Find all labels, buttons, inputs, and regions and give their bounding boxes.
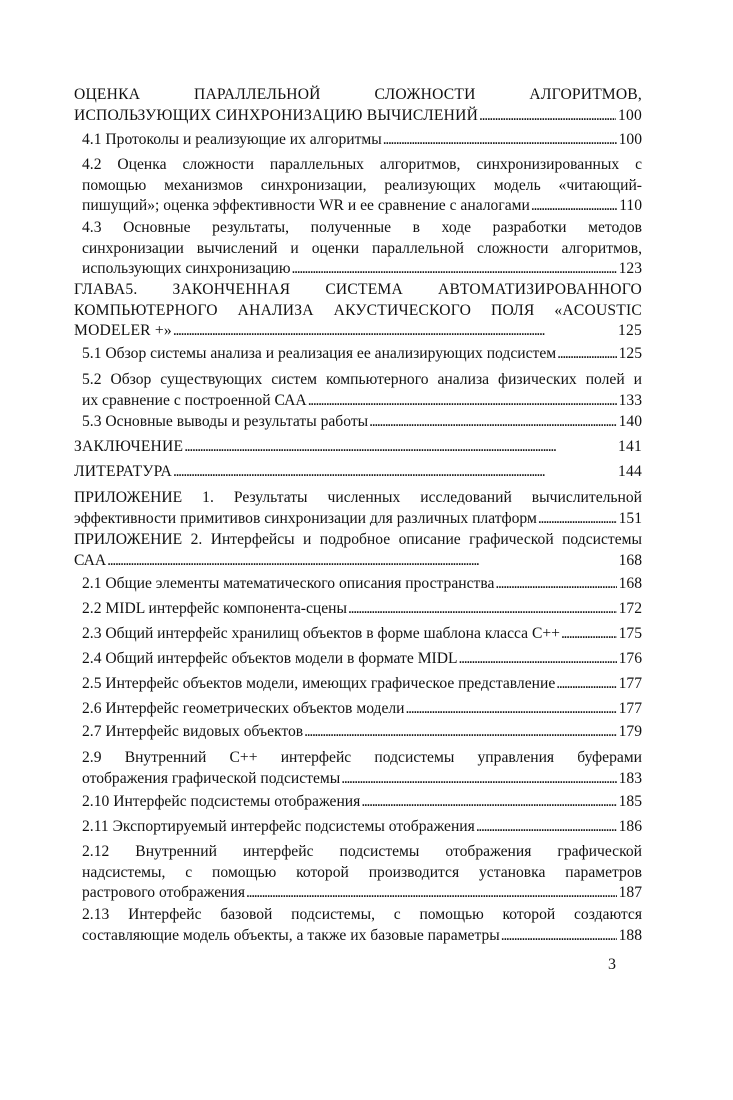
toc-entry-text: 2.4 Общий интерфейс объектов модели в формате MIDL [82, 650, 458, 667]
toc-entry-last-line [82, 130, 642, 151]
toc-entry[interactable] [74, 530, 642, 571]
toc-entry-text: 5.1 Обзор системы анализа и реализация ее анализирующих подсистем [82, 345, 557, 362]
toc-entry-text: 4.1 Протоколы и реализующие их алгоритмы [82, 131, 382, 148]
dot-leader [556, 674, 616, 695]
toc-entry-text: использующих синхронизацию [82, 260, 291, 277]
toc-page-number: 188 [618, 926, 642, 944]
toc-entry[interactable] [82, 130, 642, 151]
toc-page-number: 100 [618, 106, 642, 124]
toc-entry[interactable] [82, 218, 642, 280]
toc-entry-text: пишущий»; оценка эффективности WR и ее сравнение с аналогами [82, 197, 530, 214]
dot-leader [246, 883, 617, 904]
toc-entry-last-line [82, 699, 642, 720]
toc-page-number: 186 [618, 818, 642, 835]
toc-entry[interactable] [74, 437, 642, 458]
dot-leader [538, 509, 617, 530]
dot-leader [304, 722, 616, 743]
toc-entry-line: КОМПЬЮТЕРНОГО АНАЛИЗА АКУСТИЧЕСКОГО ПОЛЯ «ACOUSTIC [74, 301, 642, 319]
dot-leader [341, 769, 616, 790]
dot-leader [495, 574, 616, 595]
toc-entry-text: ЗАКЛЮЧЕНИЕ [74, 438, 184, 455]
toc-entry-line: ПРИЛОЖЕНИЕ 2. Интерфейсы и подробное описание графической подсистемы [74, 531, 642, 548]
toc-entry-last-line [82, 674, 642, 695]
toc-entry-last-line [82, 574, 642, 595]
toc-entry-text: ЛИТЕРАТУРА [74, 463, 172, 480]
toc-entry-text: их сравнение с построенной САА [82, 391, 307, 409]
toc-entry-last-line [74, 551, 642, 572]
toc-entry-last-line [74, 106, 642, 127]
toc-entry-last-line [82, 196, 642, 217]
toc-entry-last-line [74, 321, 642, 342]
toc-page-number: 172 [618, 600, 642, 617]
toc-entry-text: 2.6 Интерфейс геометрических объектов модели [82, 700, 405, 717]
toc-entry[interactable] [82, 624, 642, 645]
toc-entry-line: 4.2 Оценка сложности параллельных алгоритмов, синхронизированных с [82, 156, 642, 173]
dot-leader [557, 344, 616, 365]
toc-page-number: 185 [618, 793, 642, 810]
dot-leader [406, 699, 617, 720]
toc-entry-line: 2.9 Внутренний C++ интерфейс подсистемы управления буферами [82, 749, 642, 766]
toc-entry-text: 2.11 Экспортируемый интерфейс подсистемы отображения [82, 818, 475, 835]
dot-leader [308, 391, 617, 412]
toc-entry-last-line [82, 391, 642, 412]
toc-page-number: 125 [618, 345, 642, 362]
toc-page-number: 125 [618, 322, 642, 339]
toc-entry[interactable] [82, 574, 642, 595]
toc-entry-last-line [82, 412, 642, 433]
dot-leader [173, 321, 616, 342]
toc-entry[interactable] [82, 674, 642, 695]
toc-entry-text: 2.1 Общие элементы математического описания пространства [82, 575, 495, 592]
toc-entry-text: 2.10 Интерфейс подсистемы отображения [82, 793, 361, 810]
toc-entry-line: ОЦЕНКА ПАРАЛЛЕЛЬНОЙ СЛОЖНОСТИ АЛГОРИТМОВ, [74, 86, 642, 103]
dot-leader [479, 106, 616, 127]
toc-entry[interactable] [82, 155, 642, 217]
toc-entry-text: 2.7 Интерфейс видовых объектов [82, 723, 304, 740]
toc-entry[interactable] [82, 344, 642, 365]
dot-leader [292, 259, 617, 280]
toc-entry-last-line [74, 462, 642, 483]
toc-entry-last-line [82, 926, 642, 947]
toc-entry-text: 5.3 Основные выводы и результаты работы [82, 413, 369, 430]
toc-entry-text: ИСПОЛЬЗУЮЩИХ СИНХРОНИЗАЦИЮ ВЫЧИСЛЕНИЙ [74, 106, 479, 124]
toc-page-number: 123 [618, 260, 642, 277]
dot-leader [361, 792, 616, 813]
page-number: 3 [608, 956, 616, 973]
toc-entry-text: MODELER +» [74, 322, 172, 339]
toc-entry-last-line [74, 437, 642, 458]
toc-entry-last-line [82, 769, 642, 790]
toc-entry[interactable] [82, 842, 642, 904]
toc-entry-line: 5.2 Обзор существующих систем компьютерного анализа физических полей и [82, 371, 642, 388]
toc-page-number: 175 [618, 625, 642, 642]
toc-entry[interactable] [82, 649, 642, 670]
toc-entry-line: 2.13 Интерфейс базовой подсистемы, с помощью которой создаются [82, 906, 642, 923]
toc-page-number: 140 [618, 413, 642, 430]
toc-page-number: 141 [618, 438, 642, 455]
dot-leader [531, 196, 617, 217]
toc-entry-last-line [82, 624, 642, 645]
toc-entry-line: помощью механизмов синхронизации, реализующих модель «читающий- [82, 176, 642, 194]
toc-page-number: 110 [619, 197, 642, 214]
dot-leader [107, 551, 616, 572]
toc-entry-line: ПРИЛОЖЕНИЕ 1. Результаты численных исследований вычислительной [74, 489, 642, 506]
toc-entry-text: 2.3 Общий интерфейс хранилищ объектов в форме шаблона класса C++ [82, 625, 560, 642]
toc-entry-line: синхронизации вычислений и оценки параллельной сложности алгоритмов, [82, 239, 642, 257]
dot-leader [476, 817, 617, 838]
toc-entry[interactable] [74, 280, 642, 342]
toc-page-number: 176 [618, 650, 642, 667]
toc-entry-text: растрового отображения [82, 884, 245, 901]
toc-entry-last-line [82, 259, 642, 280]
toc-page-number: 179 [618, 723, 642, 740]
toc-page-number: 187 [618, 884, 642, 901]
toc-page-number: 177 [618, 700, 642, 717]
toc-entry-line: ГЛАВА5. ЗАКОНЧЕННАЯ СИСТЕМА АВТОМАТИЗИРОВАННОГО [74, 281, 642, 298]
toc-page-number: 133 [618, 391, 642, 409]
toc-entry-line: надсистемы, с помощью которой производится установка параметров [82, 863, 642, 881]
toc-page-number: 100 [618, 131, 642, 148]
toc-entry-last-line [82, 344, 642, 365]
toc-entry-text: САА [74, 551, 107, 569]
toc-entry[interactable] [82, 817, 642, 838]
toc-entry[interactable] [82, 722, 642, 743]
toc-entry-last-line [82, 817, 642, 838]
dot-leader [459, 649, 617, 670]
dot-leader [501, 926, 617, 947]
toc-entry[interactable] [82, 699, 642, 720]
toc-entry[interactable] [74, 488, 642, 529]
toc-entry-last-line [82, 599, 642, 620]
toc-entry-last-line [82, 649, 642, 670]
dot-leader [184, 437, 616, 458]
toc-entry[interactable] [82, 599, 642, 620]
toc-entry[interactable] [74, 462, 642, 483]
dot-leader [561, 624, 617, 645]
toc-entry-last-line [74, 509, 642, 530]
toc-page-number: 151 [618, 509, 642, 527]
toc-entry-last-line [82, 722, 642, 743]
toc-entry[interactable] [82, 792, 642, 813]
dot-leader [383, 130, 617, 151]
toc-entry-text: составляющие модель объекты, а также их базовые параметры [82, 926, 500, 944]
toc-entry[interactable] [82, 748, 642, 789]
toc-entry-text: 2.2 MIDL интерфейс компонента-сцены [82, 600, 348, 617]
toc-entry[interactable] [82, 412, 642, 433]
toc-entry-last-line [82, 883, 642, 904]
toc-entry-last-line [82, 792, 642, 813]
toc-page-number: 183 [618, 769, 642, 787]
toc-entry-text: отображения графической подсистемы [82, 769, 341, 787]
toc-entry-line: 2.12 Внутренний интерфейс подсистемы отображения графической [82, 843, 642, 860]
toc-entry-line: 4.3 Основные результаты, полученные в ходе разработки методов [82, 219, 642, 236]
toc-entry[interactable] [82, 905, 642, 946]
toc-page-number: 168 [618, 551, 642, 569]
toc-page-number: 144 [618, 463, 642, 480]
toc-entry-text: эффективности примитивов синхронизации для различных платформ [74, 509, 537, 527]
toc-page-number: 168 [618, 575, 642, 592]
toc-page-number: 177 [618, 675, 642, 692]
dot-leader [348, 599, 617, 620]
dot-leader [173, 462, 616, 483]
toc-entry-text: 2.5 Интерфейс объектов модели, имеющих графическое представление [82, 675, 556, 692]
toc-entry[interactable] [82, 370, 642, 411]
dot-leader [369, 412, 616, 433]
toc-entry[interactable] [74, 85, 642, 126]
